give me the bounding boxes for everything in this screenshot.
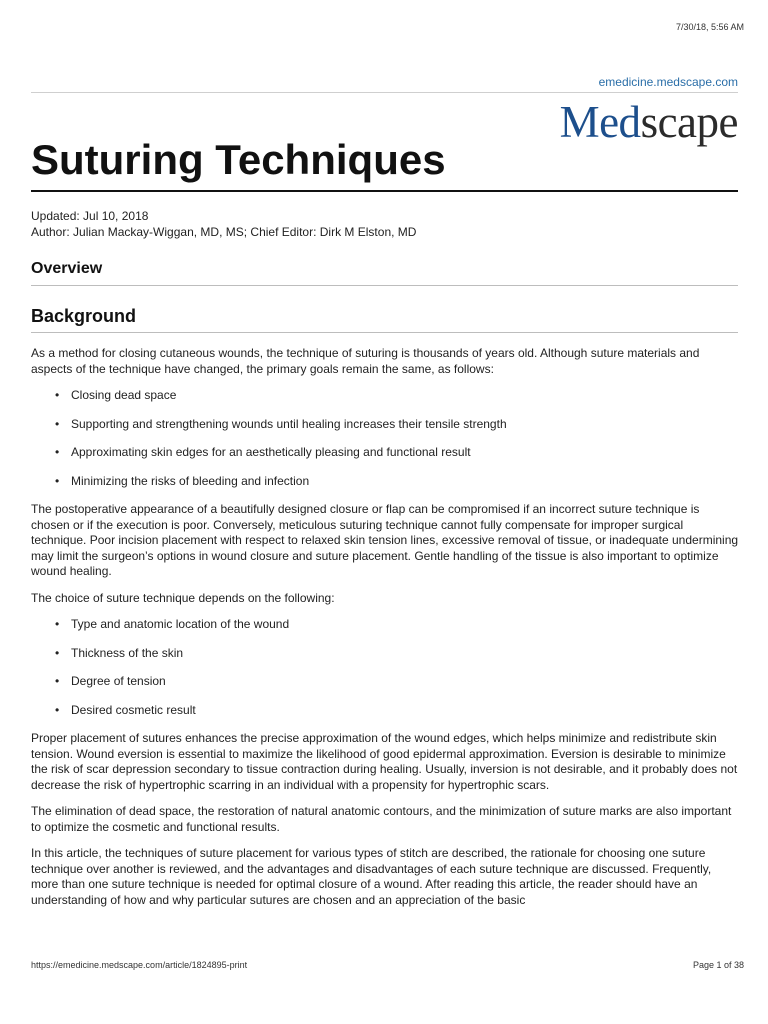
paragraph: In this article, the techniques of suture placement for various types of stitch are described, the rationale for choosing one suture technique over another is reviewed, and the advantages and disadvantages of each suture technique are discussed. Frequently, more than one suture technique is needed for optimal closure of a wound. After reading this article, the reader should have an understanding of how and why particular sutures are chosen and an appreciation of the basic <box>31 846 712 907</box>
footer-url: https://emedicine.medscape.com/article/1824895-print <box>31 960 248 970</box>
list-item <box>55 674 741 690</box>
logo-med-text: Med <box>559 97 641 147</box>
paragraph: As a method for closing cutaneous wounds, the technique of suturing is thousands of years old. Although suture materials and aspects of the technique have changed, the primary goals remain the same, as follows: <box>31 346 700 376</box>
list-item <box>55 702 741 719</box>
bullet-icon: • <box>55 645 60 660</box>
paragraph: The postoperative appearance of a beautifully designed closure or flap can be compromised if an incorrect suture technique is chosen or if the execution is poor. Conversely, meticulous suturing technique cannot fully compensate for improper surgical technique. Poor incision placement with respect to relaxed skin tension lines, excessive removal of tissue, or inadequate undermining may limit the surgeon’s options in wound closure and suture placement. Gentle handling of the tissue is also important to optimize wound healing. <box>31 502 739 578</box>
paragraph: The elimination of dead space, the restoration of natural anatomic contours, and the minimization of suture marks are also important to optimize the cosmetic and functional results. <box>31 804 732 834</box>
overview-divider <box>31 285 738 286</box>
bullet-icon: • <box>55 702 60 717</box>
overview-heading: Overview <box>31 260 103 277</box>
article-title: Suturing Techniques <box>31 136 446 183</box>
bullet-icon: • <box>55 674 60 688</box>
paragraph: Proper placement of sutures enhances the precise approximation of the wound edges, which helps minimize and redistribute skin tension. Wound eversion is essential to maximize the likelihood of good epidermal approximation. Eversion is desirable to minimize the risk of scar depression secondary to tissue contraction during healing. Usually, inversion is not desirable, and it probably does not decrease the risk of hypertrophic scarring in an individual with a propensity for hypertrophic scars. <box>31 731 738 792</box>
list-item <box>55 473 741 490</box>
list-item <box>55 645 741 662</box>
goals-list <box>31 388 741 489</box>
list-item <box>55 388 741 404</box>
list-item-text: Closing dead space <box>71 388 177 402</box>
list-item <box>55 617 741 633</box>
bullet-icon: • <box>55 388 60 402</box>
list-item-text: Approximating skin edges for an aesthetically pleasing and functional result <box>71 445 471 459</box>
background-heading: Background <box>31 306 137 326</box>
article-meta <box>31 208 416 240</box>
list-item <box>55 445 741 461</box>
list-item-text: Minimizing the risks of bleeding and infection <box>71 473 310 488</box>
bullet-icon: • <box>55 617 60 631</box>
site-link[interactable]: emedicine.medscape.com <box>598 75 738 89</box>
article-body <box>31 346 741 919</box>
page-number: Page 1 of 38 <box>692 960 744 970</box>
print-date: 7/30/18, 5:56 AM <box>675 22 744 32</box>
list-item-text: Degree of tension <box>71 674 166 688</box>
list-item <box>55 416 741 433</box>
bullet-icon: • <box>55 445 60 459</box>
title-divider <box>31 190 738 192</box>
bullet-icon: • <box>55 416 60 431</box>
background-divider <box>31 332 738 333</box>
choice-list <box>31 617 741 718</box>
header-divider <box>31 92 738 93</box>
medscape-logo[interactable] <box>560 96 738 148</box>
logo-scape-text: scape <box>640 97 738 147</box>
author-line: Author: Julian Mackay-Wiggan, MD, MS; Chief Editor: Dirk M Elston, MD <box>31 225 417 239</box>
paragraph: The choice of suture technique depends on the following: <box>31 590 335 605</box>
list-item-text: Supporting and strengthening wounds until healing increases their tensile strength <box>71 416 507 431</box>
bullet-icon: • <box>55 473 60 488</box>
updated-date: Updated: Jul 10, 2018 <box>31 209 149 223</box>
list-item-text: Thickness of the skin <box>71 645 184 660</box>
list-item-text: Desired cosmetic result <box>71 702 196 717</box>
list-item-text: Type and anatomic location of the wound <box>71 617 290 631</box>
